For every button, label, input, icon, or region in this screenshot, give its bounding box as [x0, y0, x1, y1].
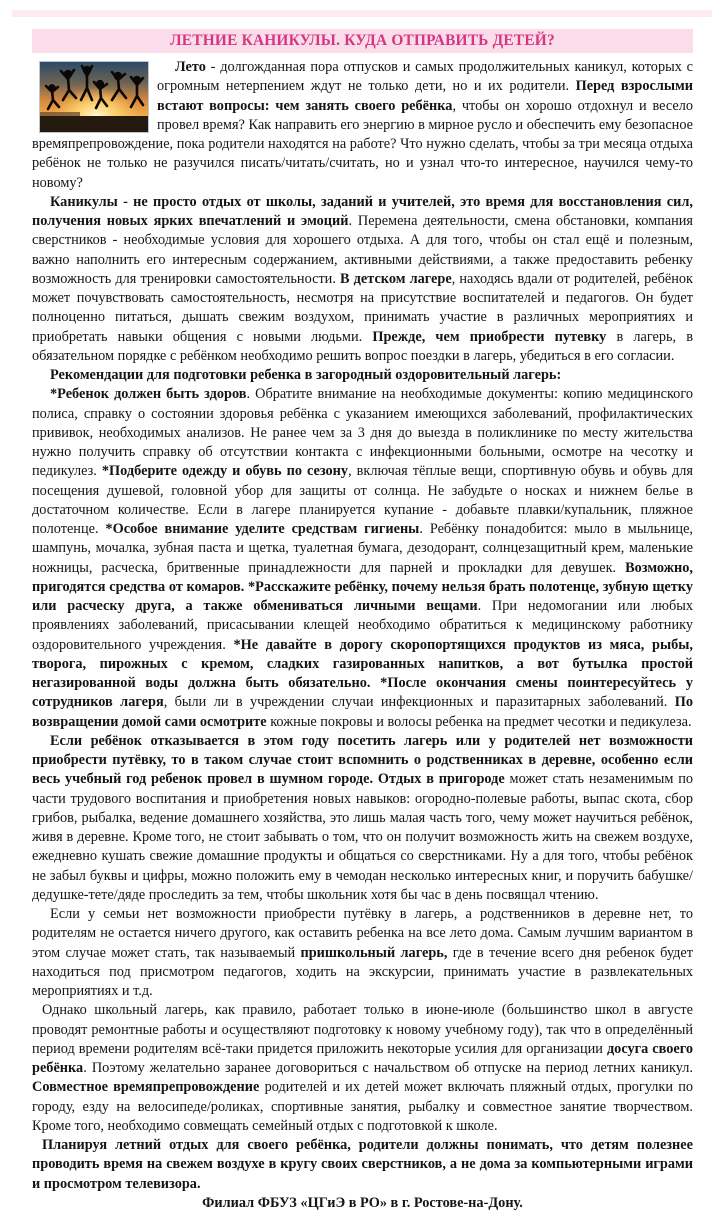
text-run: . Обратите внимание на необходимые документы: копию медицинского полиса, справку о состоянии здоровья ребёнка с указанием имеющихся заболеваний, профилактических прививок, необходимых анализов. Не ранее чем за 3 дня до выезда в поликлинике по месту жительства нужно получить справку об отсутствии контакта с инфекционными больными, осмотре на чесотку и педикулез.: [32, 386, 693, 480]
text-run: . При недомогании или любых проявлениях заболеваний, присасывании клещей необходимо обратиться к медицинскому работнику оздоровительного учреждения.: [32, 598, 693, 653]
bold-run: *Подберите одежду и обувь по сезону: [101, 463, 349, 480]
text-run: , чтобы он хорошо отдохнул и весело провел время? Как направить его энергию в мирное русло и обеспечить ему безопасное времяпрепровождение, пока родители находятся на работе? Что нужно сделать, чтобы за три месяца отдыха ребёнок не только не разучился писать/читать/считать, но и узнал что-то интересное, научился чему-то новому?: [32, 97, 694, 191]
children-jumping-sunset-photo: [40, 62, 148, 132]
bold-run: Филиал ФБУЗ «ЦГиЭ в РО» в г. Ростове-на-Дону.: [202, 1194, 523, 1211]
text-run: - долгожданная пора отпусков и самых продолжительных каникул, которых с огромным нетерпением ждут не только дети, но и их родители.: [157, 59, 693, 95]
bold-run: Совместное времяпрепровождение: [32, 1079, 260, 1096]
text-run: Однако школьный лагерь, как правило, работает только в июне-июле (большинство школ в августе проводят ремонтные работы и осуществляют подготовку к новому учебному году), так что в определённый период времени родителям всё-таки придется приложить некоторые усилия для организации: [32, 1002, 693, 1057]
top-strip-decoration: [12, 10, 712, 17]
text-run: Если у семьи нет возможности приобрести путёвку в лагерь, а родственников в деревне нет, то родителям не остается ничего другого, как оставить ребенка на все лето дома. Самым лучшим вариантом в этом случае может стать, так называемый: [32, 906, 693, 961]
sunset-photo-graphic: [40, 62, 148, 132]
text-run: . Поэтому желательно заранее договориться с начальством об отпуске на период летних каникул.: [83, 1060, 693, 1076]
text-run: , находясь вдали от родителей, ребёнок может почувствовать самостоятельность, несмотря на присутствие воспитателей и педагогов. Он будет полноценно питаться, дышать свежим воздухом, принимать участие в различных мероприятиях и приобретать навыки общения с новыми людьми.: [32, 270, 693, 345]
bold-run: Прежде, чем приобрести путевку: [372, 328, 607, 345]
text-run: родителей и их детей может включать пляжный отдых, прогулки по городу, езду на велосипеде/роликах, спортивные занятия, рыбалку и совместное занятие творчеством. Кроме того, необходимо совмещать семейный отдых с подготовкой к школе.: [32, 1079, 693, 1134]
school-camp-paragraph: [32, 905, 693, 1001]
text-run: . Ребёнку понадобится: мыло в мыльнице, шампунь, мочалка, зубная паста и щетка, туалетная бумага, дезодорант, солнцезащитный крем, маленькие ножницы, расческа, бритвенные принадлежности для парней и прокладки для девушек.: [32, 521, 693, 576]
bold-run: досуга своего ребёнка: [32, 1040, 693, 1076]
recommendations-paragraph: [32, 385, 693, 732]
bold-run: Планируя летний отдых для своего ребёнка, родители должны понимать, что детям полезнее проводить время на свежем воздухе в кругу своих сверстников, а не дома за компьютерными играми и просмотром телевизора.: [32, 1137, 693, 1192]
bold-run: В детском лагере: [340, 270, 452, 287]
text-run: может стать незаменимым по части трудового воспитания и приобретения новых навыков: огородно-полевые работы, выпас скота, сбор грибов, рыбалка, ведение домашнего хозяйства, это лишь малая часть того, чему может научиться ребёнок, живя в деревне. Кроме того, не стоит забывать о том, что он получит возможность жить на свежем воздухе, ежедневно кушать свежие домашние продукты и общаться со сверстниками. Ну а для того, чтобы ребёнок не забыл буквы и цифры, можно положить ему в чемодан несколько интересных книг, и поручить бабушке/дедушке-тете/дяде проследить за тем, чтобы школьник хотя бы час в день посвящал чтению.: [32, 771, 693, 903]
holidays-paragraph: [32, 193, 693, 366]
text-run: в лагерь, в обязательном порядке с ребёнком необходимо решить вопрос поездки в лагерь, убедиться в его согласии.: [32, 328, 693, 364]
bold-run: *Не давайте в дорогу скоропортящихся продуктов из мяса, рыбы, творога, пирожных с кремом, сладких газированных напитков, а вот бутылка простой негазированной воды должна быть обязательно. *После окончания смены поинтересуйтесь у сотрудников лагеря: [32, 636, 694, 711]
june-july-paragraph: [32, 1001, 693, 1136]
bold-run: Каникулы - не просто отдых от школы, заданий и учителей, это время для восстановления сил, получения новых ярких впечатлений и эмоций: [32, 193, 693, 229]
bold-run: Рекомендации для подготовки ребенка в загородный оздоровительный лагерь:: [50, 367, 562, 383]
bold-run: Возможно, пригодятся средства от комаров. *Расскажите ребёнку, почему нельзя брать полотенце, зубную щетку или расческу друга, а также обмениваться личными вещами: [32, 559, 693, 614]
bold-run: Лето: [175, 59, 206, 75]
bold-run: Если ребёнок отказывается в этом году посетить лагерь или у родителей нет возможности приобрести путёвку, то в таком случае стоит вспомнить о родственниках в деревне, особенно если весь учебный год ребенок провел в шумном городе. Отдых в пригороде: [32, 732, 693, 788]
bold-run: По возвращении домой сами осмотрите: [32, 694, 693, 730]
article-body: [32, 58, 693, 1213]
page-content: [32, 29, 693, 1213]
conclusion-paragraph: [32, 1136, 693, 1194]
bold-run: Перед взрослыми встают вопросы: чем занять своего ребёнка: [157, 78, 693, 114]
page-title: ЛЕТНИЕ КАНИКУЛЫ. КУДА ОТПРАВИТЬ ДЕТЕЙ?: [32, 29, 693, 53]
bold-run: *Особое внимание уделите средствам гигиены: [105, 521, 420, 537]
recommendations-heading: [32, 366, 693, 385]
village-paragraph: [32, 732, 693, 905]
text-run: кожные покровы и волосы ребенка на предмет чесотки и педикулеза.: [266, 713, 692, 730]
text-run: , были ли в учреждении случаи инфекционных и паразитарных заболеваний.: [163, 694, 675, 711]
bold-run: *Ребенок должен быть здоров: [50, 386, 247, 403]
signature: [32, 1194, 693, 1213]
bold-run: пришкольный лагерь,: [300, 944, 448, 961]
text-run: . Перемена деятельности, смена обстановки, компания сверстников - необходимые условия для хорошего отдыха. А для того, чтобы он стал ещё и полезным, важно наполнить его интересным содержанием, активными действиями, а также предоставить ребенку возможность для тренировки самостоятельности.: [32, 213, 693, 287]
text-run: , включая тёплые вещи, спортивную обувь и обувь для посещения душевой, головной убор для защиты от солнца. Не забудьте о носках и нижнем белье в достаточном количестве. Если в лагере планируется купание - добавьте плавки/купальник, пляжное полотенце.: [32, 463, 693, 537]
paragraphs-container: [32, 58, 693, 1213]
text-run: где в течение всего дня ребенок будет находиться под присмотром педагогов, ходить на экскурсии, принимать участие в развлекательных мероприятиях и т.д.: [32, 944, 694, 999]
